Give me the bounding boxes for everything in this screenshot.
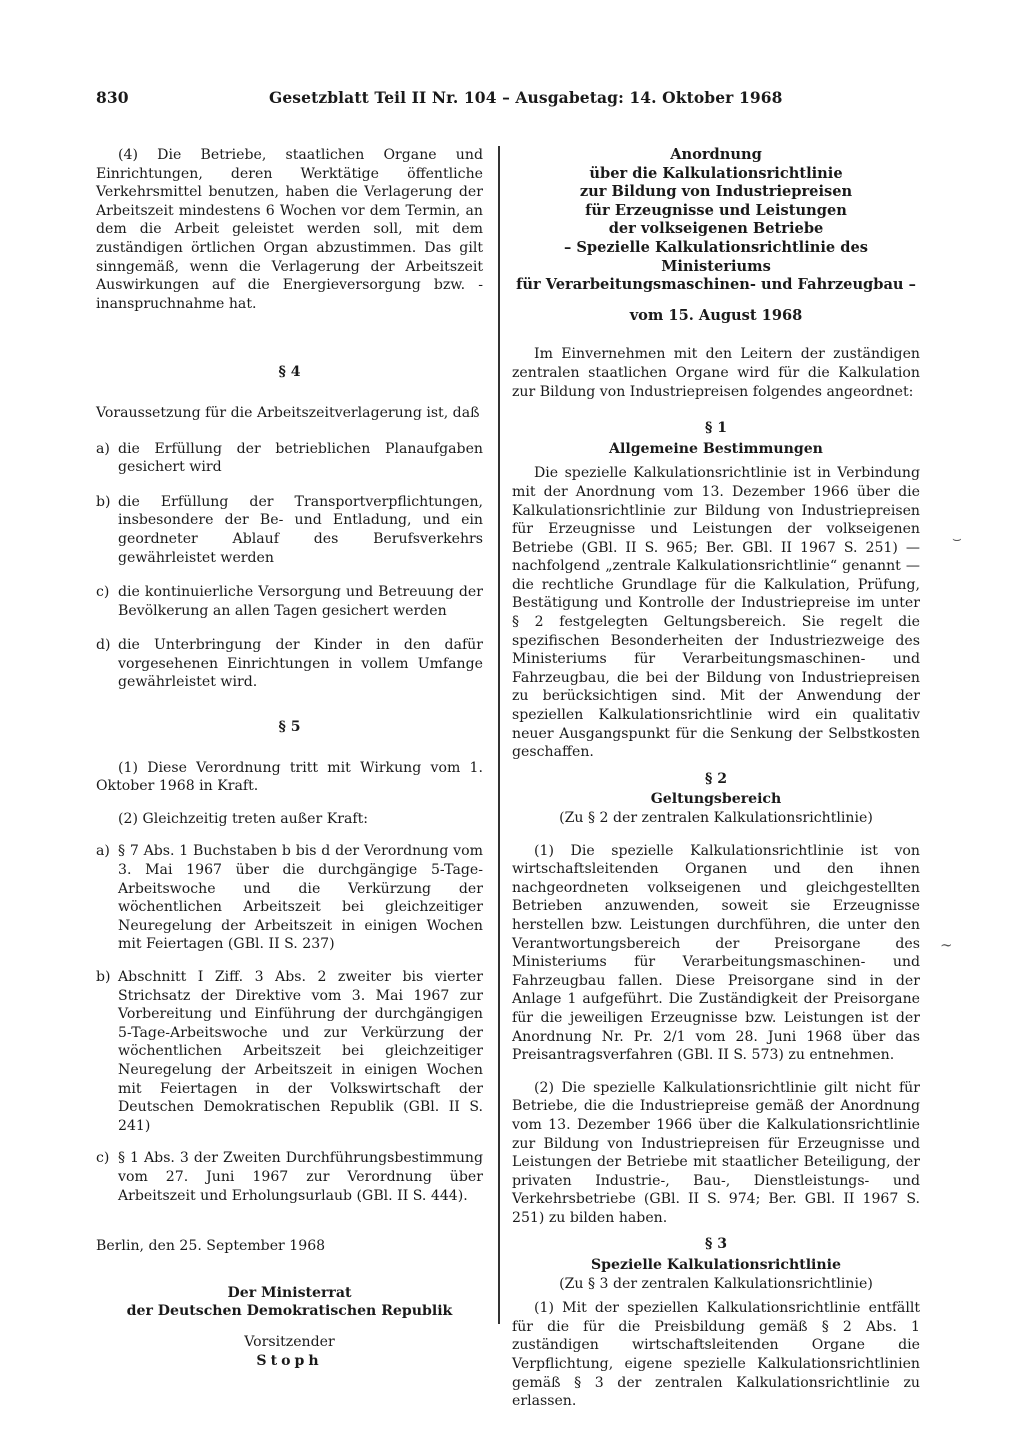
list-item-text: § 1 Abs. 3 der Zweiten Durchführungsbestimmung vom 27. Juni 1967 zur Verordnung über Arbeitszeit und Erholungsurlaub (GBl. II S. 444). [118, 1150, 483, 1204]
list-item-text: die Erfüllung der Transportverpflichtungen, insbesondere der Be- und Entladung, und ein geordneter Ablauf des Berufsverkehrs gewährleistet werden [118, 493, 483, 566]
section-5-paragraph-2: (2) Gleichzeitig treten außer Kraft: [118, 810, 369, 827]
section-4-heading: § 4 [278, 364, 301, 381]
section-3-subtitle: (Zu § 3 der zentralen Kalkulationsrichtlinie) [559, 1275, 873, 1292]
header-title: Gesetzblatt Teil II Nr. 104 – Ausgabetag: 14. Oktober 1968 [269, 88, 783, 107]
signatory-organ-line-2: der Deutschen Demokratischen Republik [126, 1303, 453, 1320]
list-item-label: b) [96, 969, 111, 985]
ordinance-title-line: zur Bildung von Industriepreisen [579, 183, 853, 201]
left-column [96, 146, 483, 1370]
list-item-label: b) [96, 493, 111, 510]
ordinance-subtitle-line: – Spezielle Kalkulationsrichtlinie des Ministeriums [563, 238, 868, 275]
section-2-heading: § 2 [704, 770, 728, 787]
signatory-role: Vorsitzender [244, 1333, 335, 1350]
section-3-heading: § 3 [704, 1236, 728, 1253]
section-1-text: Die spezielle Kalkulationsrichtlinie ist in Verbindung mit der Anordnung vom 13. Dezember 1966 über die Kalkulationsrichtlinie zur Bildung von Industriepreisen für Erzeugnisse und Leistungen der volkseigenen Betriebe (GBl. II S. 965; Ber. GBl. II 1967 S. 251) — nachfolgend „zentrale Kalkulationsrichtlinie“ genannt — die rechtliche Grundlage für die Kalkulation, Prüfung, Bestätigung und Kontrolle der Industriepreise im unter § 2 festgelegten Geltungsbereich. Sie regelt die spezifischen Besonderheiten der Industriezweige des Ministeriums für Verarbeitungsmaschinen- und Fahrzeugbau, die bei der Bildung von Industriepreisen zu berücksichtigen sind. Mit der Anwendung der speziellen Kalkulationsrichtlinie wird ein qualitativ neuer Ausgangspunkt für die Senkung der Selbstkosten geschaffen. [512, 465, 920, 761]
list-item-label: a) [96, 440, 110, 457]
margin-pencil-mark: ∼ [940, 936, 953, 954]
section-5-heading: § 5 [278, 719, 301, 736]
list-item-text: die kontinuierliche Versorgung und Betreuung der Bevölkerung an allen Tagen gesichert werden [118, 584, 483, 619]
page-number: 830 [96, 88, 129, 107]
list-item-text: die Erfüllung der betrieblichen Planaufgaben gesichert wird [118, 440, 483, 476]
list-item [96, 583, 483, 620]
list-item [96, 493, 483, 567]
section-1-heading: § 1 [704, 420, 728, 437]
paragraph-4: (4) Die Betriebe, staatlichen Organe und Einrichtungen, deren Werktätige öffentliche Verkehrsmittel benutzen, haben die Verlagerung der Arbeitszeit mindestens 6 Wochen vor dem Termin, an dem die Arbeit geleistet werden soll, mit dem zuständigen örtlichen Organ abzustimmen. Das gilt sinngemäß, wenn die Verlagerung der Arbeitszeit Auswirkungen auf die Energieversorgung bzw. -inanspruchnahme hat. [96, 147, 483, 312]
ordinance-title-line: Anordnung [670, 146, 762, 163]
list-item-text: Abschnitt I Ziff. 3 Abs. 2 zweiter bis vierter Strichsatz der Direktive vom 3. Mai 1967 zur Vorbereitung und Einführung der durchgängigen 5-Tage-Arbeitswoche und zur Verkürzung der wöchentlichen Arbeitszeit bei gleichzeitiger Neuregelung der Arbeitszeit in einigen Wochen mit Feiertagen in der Volkswirtschaft der Deutschen Demokratischen Republik (GBl. II S. 241) [118, 969, 483, 1134]
ordinance-title-line: der volkseigenen Betriebe [608, 220, 824, 238]
ordinance-title-line: für Erzeugnisse und Leistungen [585, 201, 847, 219]
list-item-text: die Unterbringung der Kinder in den dafür vorgesehenen Einrichtungen in vollem Umfange gewährleistet wird. [118, 637, 483, 691]
list-item-label: d) [96, 637, 111, 654]
list-item-label: a) [96, 843, 110, 860]
signatory-organ: Der Ministerrat [227, 1284, 352, 1301]
section-3-paragraph-1: (1) Mit der speziellen Kalkulationsrichtlinie entfällt für die für die Preisbildung gemäß § 2 Abs. 1 zuständigen wirtschaftsleitenden Organe die Verpflichtung, eigene spezielle Kalkulationsrichtlinien gemäß § 3 der zentralen Kalkulationsrichtlinie zu erlassen. [512, 1300, 920, 1410]
ordinance-title-line: über die Kalkulationsrichtlinie [589, 164, 843, 182]
list-item [96, 968, 483, 1135]
section-2-paragraph-1: (1) Die spezielle Kalkulationsrichtlinie ist von wirtschaftsleitenden Organen und den ihnen nachgeordneten volkseigenen und gleichgestellten Betrieben anzuwenden, soweit sie Erzeugnisse herstellen bzw. Leistungen durchführen, die unter den Verantwortungsbereich der Preisorgane des Ministeriums für Verarbeitungsmaschinen- und Fahrzeugbau fallen. Diese Preisorgane sind in der Anlage 1 aufgeführt. Die Zuständigkeit der Preisorgane für die jeweiligen Erzeugnisse bzw. Leistungen ist der Anordnung Nr. Pr. 2/1 vom 28. Juni 1968 über das Preisantragsverfahren (GBl. II S. 573) zu entnehmen. [512, 842, 920, 1064]
list-item-label: c) [96, 584, 110, 601]
list-item-text: § 7 Abs. 1 Buchstaben b bis d der Verordnung vom 3. Mai 1967 über die durchgängige 5-Tage-Arbeitswoche und die Verkürzung der wöchentlichen Arbeitszeit bei gleichzeitiger Neuregelung der Arbeitszeit in einigen Wochen mit Feiertagen (GBl. II S. 237) [118, 843, 483, 953]
right-column [512, 146, 920, 1411]
section-3-title: Spezielle Kalkulationsrichtlinie [591, 1257, 841, 1274]
list-item-label: c) [96, 1150, 110, 1167]
section-2-subtitle: (Zu § 2 der zentralen Kalkulationsrichtlinie) [559, 810, 873, 826]
list-item [96, 1149, 483, 1205]
margin-pencil-mark: ⌣ [952, 530, 962, 548]
place-date: Berlin, den 25. September 1968 [96, 1238, 326, 1255]
list-item [96, 636, 483, 692]
ordinance-date: vom 15. August 1968 [629, 306, 803, 324]
ordinance-subtitle-line: für Verarbeitungsmaschinen- und Fahrzeugbau – [516, 276, 916, 294]
section-4-intro: Voraussetzung für die Arbeitszeitverlagerung ist, daß [96, 404, 480, 421]
signatory-name: Stoph [256, 1352, 323, 1369]
section-2-paragraph-2: (2) Die spezielle Kalkulationsrichtlinie gilt nicht für Betriebe, die die Industriepreise gemäß der Anordnung vom 13. Dezember 1966 über die Kalkulationsrichtlinie zur Bildung von Industriepreisen für Erzeugnisse und Leistungen der Betriebe mit staatlicher Beteiligung, der privaten Industrie-, Bau-, Dienstleistungs- und Verkehrsbetriebe (GBl. II S. 974; Ber. GBl. II 1967 S. 251) zu bilden haben. [512, 1079, 920, 1226]
section-1-title: Allgemeine Bestimmungen [609, 440, 823, 457]
list-item [96, 842, 483, 954]
column-divider [498, 146, 500, 1324]
list-item [96, 440, 483, 477]
preamble: Im Einvernehmen mit den Leitern der zuständigen zentralen staatlichen Organe wird für die Kalkulation zur Bildung von Industriepreisen folgendes angeordnet: [512, 346, 920, 400]
section-2-title: Geltungsbereich [650, 791, 782, 808]
section-5-paragraph-1: (1) Diese Verordnung tritt mit Wirkung vom 1. Oktober 1968 in Kraft. [96, 759, 483, 795]
